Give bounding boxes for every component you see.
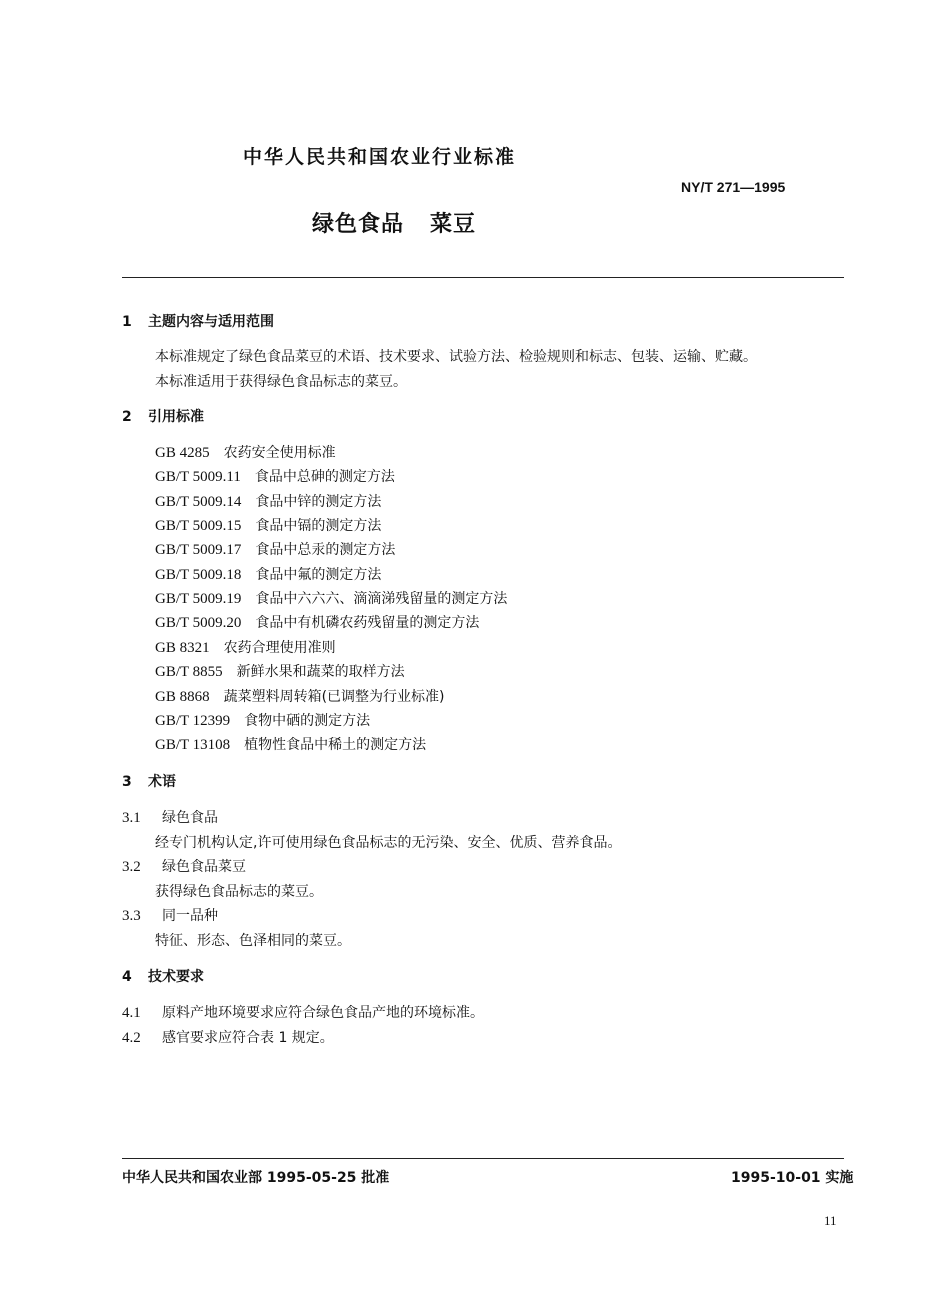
reference-code: GB/T 5009.18 [155,567,242,583]
term-number: 3.2 [122,859,141,875]
section-number: 4 [122,969,132,985]
reference-title: 食品中总汞的测定方法 [255,542,396,558]
reference-code: GB/T 5009.15 [155,518,242,534]
reference-code: GB/T 13108 [155,737,231,753]
reference-code: GB/T 5009.14 [155,494,242,510]
reference-item [155,637,336,657]
reference-title: 食物中硒的测定方法 [244,713,371,729]
title-part-2: 菜豆 [430,212,477,237]
reference-item [155,734,426,754]
requirement-number: 4.2 [122,1030,141,1046]
reference-title: 农药安全使用标准 [223,445,336,461]
term-definition: 获得绿色食品标志的菜豆。 [155,884,323,900]
reference-item [155,539,395,559]
page-number: 11 [824,1213,837,1228]
requirement-item [122,1027,334,1047]
issuing-organization: 中华人民共和国农业行业标准 [243,146,517,168]
term-heading [122,856,246,876]
section-1-paragraph-1: 本标准规定了绿色食品菜豆的术语、技术要求、试验方法、检验规则和标志、包装、运输、贮藏。 [155,349,757,365]
standard-code: NY/T 271—1995 [681,179,786,195]
reference-item [155,588,507,608]
document-title [312,207,476,238]
implementation-date: 1995-10-01 实施 [731,1170,854,1186]
section-title: 术语 [148,774,176,790]
reference-code: GB 8868 [155,689,210,705]
reference-item [155,710,370,730]
title-part-1: 绿色食品 [312,212,405,237]
reference-code: GB/T 12399 [155,713,231,729]
section-1-heading [122,311,274,331]
section-title: 主题内容与适用范围 [148,314,274,330]
approval-statement: 中华人民共和国农业部 1995-05-25 批准 [122,1170,390,1186]
reference-title: 食品中六六六、滴滴涕残留量的测定方法 [255,591,508,607]
requirement-text: 原料产地环境要求应符合绿色食品产地的环境标准。 [162,1005,484,1021]
reference-item [155,442,336,462]
reference-item [155,612,479,632]
reference-title: 食品中镉的测定方法 [255,518,382,534]
section-title: 技术要求 [148,969,204,985]
reference-item [155,686,445,706]
section-4-heading [122,966,204,986]
reference-item [155,515,381,535]
term-number: 3.1 [122,810,141,826]
term-definition: 特征、形态、色泽相同的菜豆。 [155,933,351,949]
reference-code: GB/T 5009.11 [155,469,241,485]
requirement-text: 感官要求应符合表 1 规定。 [162,1030,334,1046]
reference-item [155,564,381,584]
header-rule [122,277,844,278]
reference-title: 食品中有机磷农药残留量的测定方法 [255,615,480,631]
requirement-number: 4.1 [122,1005,141,1021]
reference-code: GB 4285 [155,445,210,461]
reference-item [155,661,405,681]
term-name: 同一品种 [162,908,218,924]
reference-title: 植物性食品中稀土的测定方法 [244,737,427,753]
reference-item [155,491,381,511]
footer-rule [122,1158,844,1159]
term-number: 3.3 [122,908,141,924]
reference-code: GB/T 5009.20 [155,615,242,631]
section-number: 2 [122,409,132,425]
section-2-heading [122,406,204,426]
reference-title: 新鲜水果和蔬菜的取样方法 [236,664,405,680]
section-1-paragraph-2: 本标准适用于获得绿色食品标志的菜豆。 [155,374,407,390]
reference-title: 食品中氟的测定方法 [255,567,382,583]
reference-code: GB/T 8855 [155,664,223,680]
requirement-item [122,1002,484,1022]
term-definition: 经专门机构认定,许可使用绿色食品标志的无污染、安全、优质、营养食品。 [155,835,622,851]
reference-title: 食品中总砷的测定方法 [254,469,395,485]
term-heading [122,807,218,827]
term-heading [122,905,218,925]
reference-title: 农药合理使用准则 [223,640,336,656]
section-3-heading [122,771,176,791]
reference-code: GB/T 5009.17 [155,542,242,558]
term-name: 绿色食品菜豆 [162,859,246,875]
section-number: 3 [122,774,132,790]
reference-title: 蔬菜塑料周转箱(已调整为行业标准) [223,689,445,705]
reference-title: 食品中锌的测定方法 [255,494,382,510]
reference-item [155,466,395,486]
section-title: 引用标准 [148,409,204,425]
term-name: 绿色食品 [162,810,218,826]
reference-code: GB/T 5009.19 [155,591,242,607]
reference-code: GB 8321 [155,640,210,656]
section-number: 1 [122,314,132,330]
